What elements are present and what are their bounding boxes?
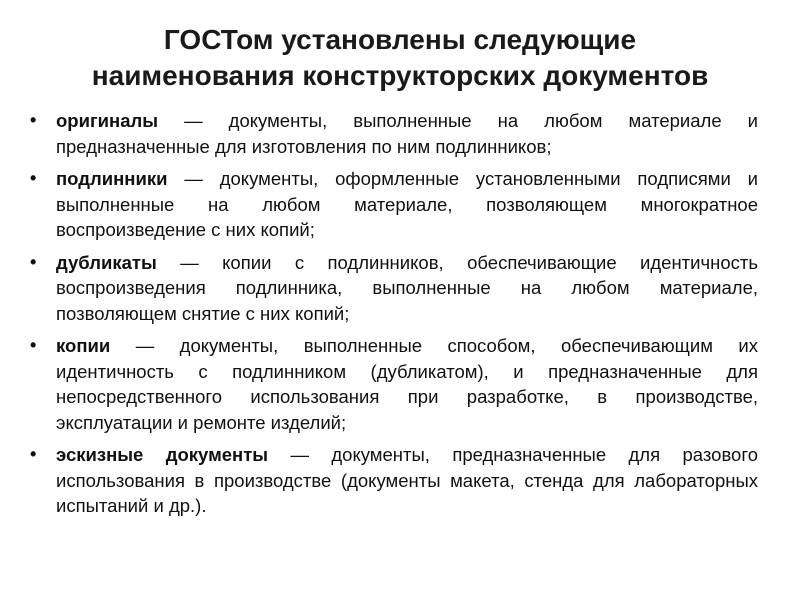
definition-masters: — документы, оформленные установленными подписями и выполненные на любом материале, позволяющем многократное воспроизведение с них копий;	[56, 168, 758, 240]
slide-title-line-2: наименования конструкторских документов	[91, 60, 709, 91]
bullet-icon: •	[30, 444, 37, 464]
bullet-icon: •	[30, 251, 37, 272]
term-duplicates: дубликаты	[56, 251, 157, 273]
slide-title	[40, 22, 760, 94]
bullet-icon: •	[30, 110, 37, 130]
term-originals: оригиналы	[56, 110, 159, 131]
term-sketch-documents: эскизные документы	[56, 444, 269, 465]
list-item-copies	[30, 333, 758, 435]
slide-title-line-1: ГОСТом установлены следующие	[163, 24, 637, 55]
list-item-masters	[30, 166, 758, 243]
bullet-icon: •	[30, 335, 37, 355]
term-copies: копии	[56, 335, 111, 356]
list-item-sketch-documents	[30, 442, 758, 519]
definitions-list	[30, 108, 758, 526]
list-item-duplicates	[30, 250, 758, 327]
bullet-icon: •	[30, 168, 37, 188]
definition-copies: — документы, выполненные способом, обеспечивающим их идентичность с подлинником (дубликатом), и предназначенные для непосредственного использования при разработке, в производстве, эксплуатации и ремонте изделий;	[56, 335, 758, 433]
definition-duplicates: — копии с подлинников, обеспечивающие идентичность воспроизведения подлинника, выполненные на любом материале, позволяющем снятие с них копий;	[56, 251, 758, 324]
definition-sketch-documents: — документы, предназначенные для разового использования в производстве (документы макета, стенда для лабораторных испытаний и др.).	[56, 444, 758, 516]
term-masters: подлинники	[56, 168, 168, 189]
list-item-originals	[30, 108, 758, 159]
definition-originals: — документы, выполненные на любом материале и предназначенные для изготовления по ним подлинников;	[56, 110, 758, 157]
